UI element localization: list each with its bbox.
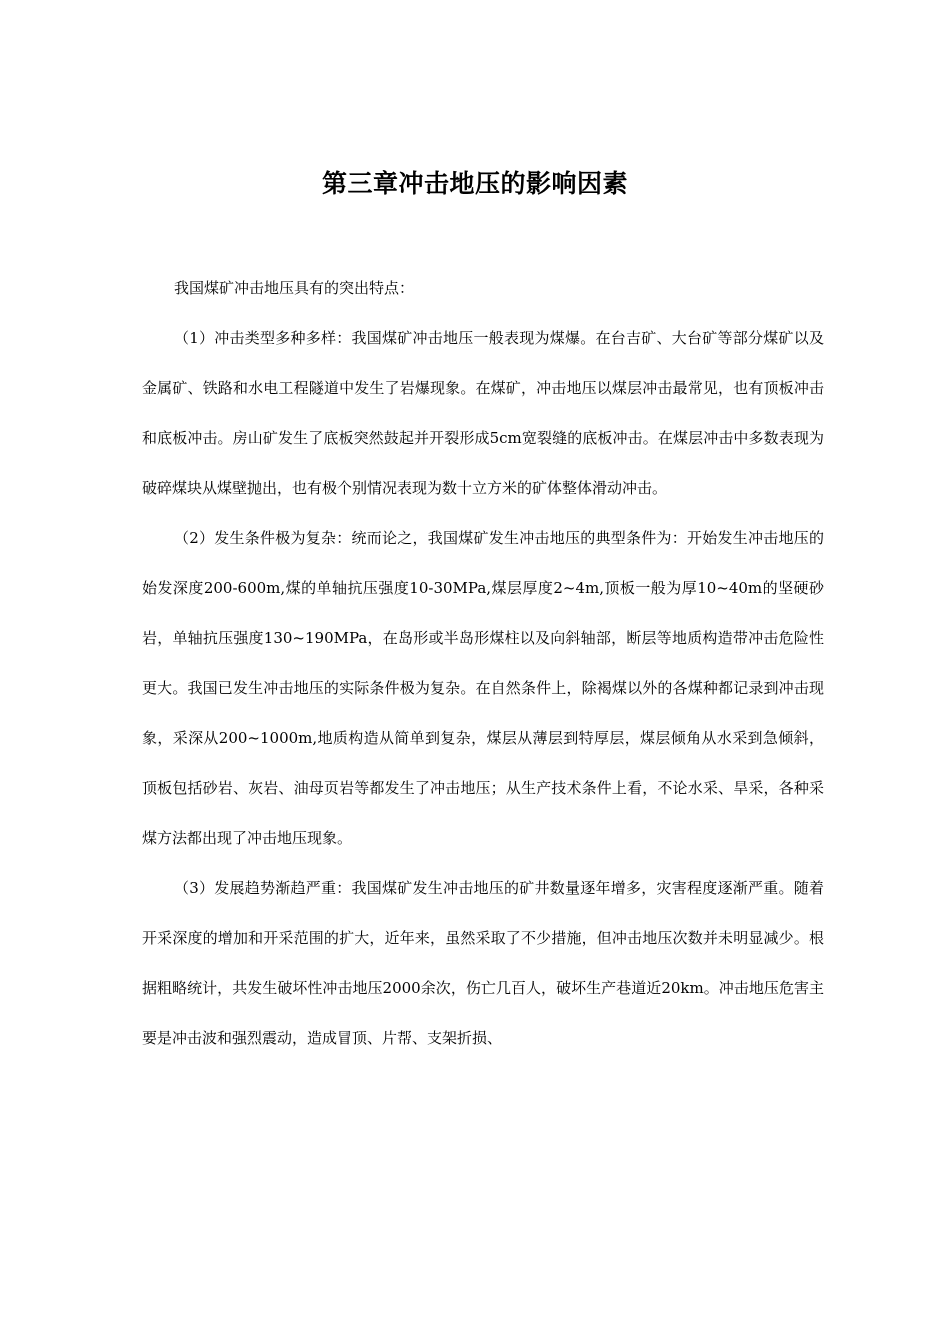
document-title: 第三章冲击地压的影响因素 bbox=[321, 169, 628, 198]
document-body bbox=[142, 263, 824, 1063]
paragraph-conditions: （2）发生条件极为复杂：统而论之，我国煤矿发生冲击地压的典型条件为：开始发生冲击地压的始发深度200-600m,煤的单轴抗压强度10-30MPa,煤层厚度2~4m,顶板一般为厚10~40m的坚硬砂岩，单轴抗压强度130~190MPa，在岛形或半岛形煤柱以及向斜轴部，断层等地质构造带冲击危险性更大。我国已发生冲击地压的实际条件极为复杂。在自然条件上，除褐煤以外的各煤种都记录到冲击现象，采深从200~1000m,地质构造从简单到复杂，煤层从薄层到特厚层，煤层倾角从水采到急倾斜，顶板包括砂岩、灰岩、油母页岩等都发生了冲击地压；从生产技术条件上看，不论水采、旱采，各种采煤方法都出现了冲击地压现象。 bbox=[142, 529, 824, 847]
paragraph-impact-types: （1）冲击类型多种多样：我国煤矿冲击地压一般表现为煤爆。在台吉矿、大台矿等部分煤矿以及金属矿、铁路和水电工程隧道中发生了岩爆现象。在煤矿，冲击地压以煤层冲击最常见，也有顶板冲击和底板冲击。房山矿发生了底板突然鼓起并开裂形成5cm宽裂缝的底板冲击。在煤层冲击中多数表现为破碎煤块从煤壁抛出，也有极个别情况表现为数十立方米的矿体整体滑动冲击。 bbox=[142, 329, 824, 497]
paragraph-intro: 我国煤矿冲击地压具有的突出特点： bbox=[174, 279, 415, 297]
paragraph-trend: （3）发展趋势渐趋严重：我国煤矿发生冲击地压的矿井数量逐年增多，灾害程度逐渐严重。随着开采深度的增加和开采范围的扩大，近年来，虽然采取了不少措施，但冲击地压次数并未明显减少。根据粗略统计，共发生破坏性冲击地压2000余次，伤亡几百人，破坏生产巷道近20km。冲击地压危害主要是冲击波和强烈震动，造成冒顶、片帮、支架折损、 bbox=[142, 879, 824, 1047]
